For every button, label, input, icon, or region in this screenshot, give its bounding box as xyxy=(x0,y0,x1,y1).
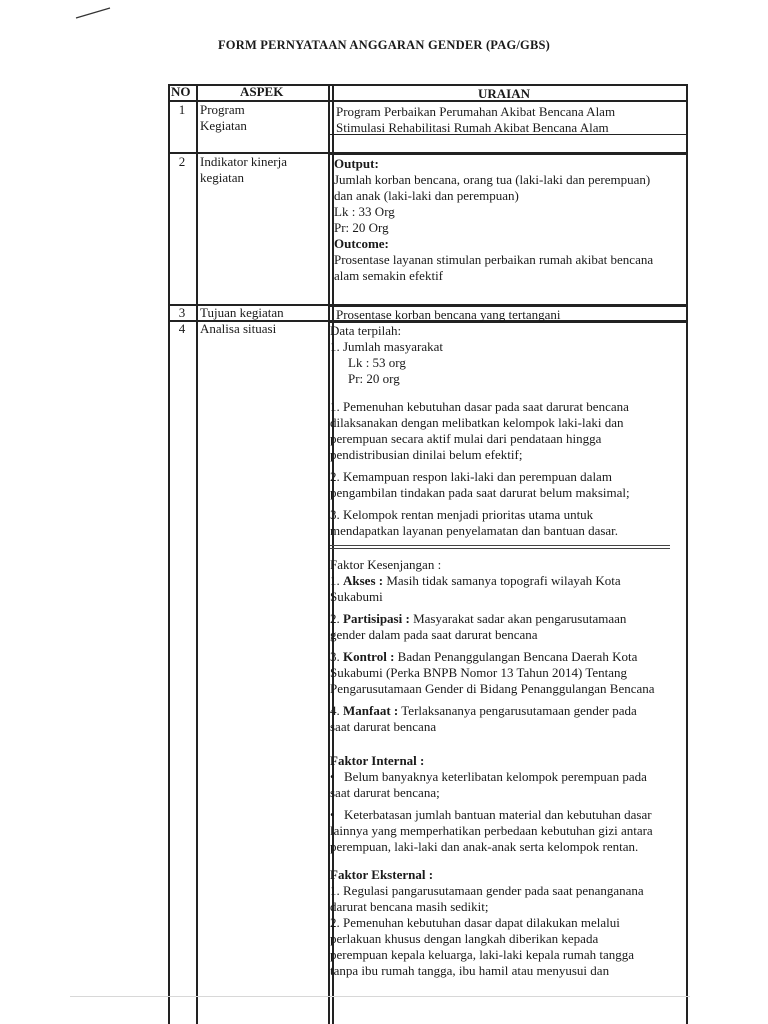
kesenjangan-akses: 1. Akses : Masih tidak samanya topografi wilayah Kota Sukabumi xyxy=(330,573,621,604)
form-title: FORM PERNYATAAN ANGGARAN GENDER (PAG/GBS) xyxy=(217,38,551,52)
row-1-aspek: Program Kegiatan xyxy=(200,102,247,133)
bullet-icon: • xyxy=(330,807,335,822)
output-label: Output: xyxy=(334,156,379,171)
section-divider xyxy=(330,545,670,549)
header-no: NO xyxy=(171,84,191,99)
row-3-aspek: Tujuan kegiatan xyxy=(200,305,284,320)
row-3-no: 3 xyxy=(178,305,186,320)
row-2-aspek: Indikator kinerja kegiatan xyxy=(200,154,287,185)
row-2-uraian: Output: Jumlah korban bencana, orang tua (laki-laki dan perempuan) dan anak (laki-laki dan perempuan) Lk : 33 Org Pr: 20 Org Outcome: Prosentase layanan stimulan perbaikan rumah akibat bencana alam semakin efektif xyxy=(334,156,684,284)
internal-item-2: • Keterbatasan jumlah bantuan material dan kebutuhan dasar lainnya yang memperhatikan perbedaan kebutuhan gizi antara perempuan, laki-laki dan anak-anak serta kelompok rentan. xyxy=(330,807,653,854)
data-terpilah-label: Data terpilah: xyxy=(330,323,402,338)
row-1-uraian: Program Perbaikan Perumahan Akibat Bencana Alam Stimulasi Rehabilitasi Rumah Akibat Bencana Alam xyxy=(336,104,616,135)
situasi-point-1: 1. Pemenuhan kebutuhan dasar pada saat darurat bencana dilaksanakan dengan melibatkan kelompok laki-laki dan perempuan secara aktif mulai dari pendataan hingga pendistribusian dinilai belum efektif; xyxy=(330,399,629,462)
row-4-no: 4 xyxy=(178,321,186,336)
row-3-uraian: Prosentase korban bencana yang tertangani xyxy=(336,307,561,322)
kesenjangan-partisipasi: 2. Partisipasi : Masyarakat sadar akan pengarusutamaan gender dalam pada saat darurat bencana xyxy=(330,611,627,642)
situasi-point-3: 3. Kelompok rentan menjadi prioritas utama untuk mendapatkan layanan penyelamatan dan bantuan dasar. xyxy=(330,507,619,538)
bullet-icon: • xyxy=(330,769,335,784)
row-2-no: 2 xyxy=(178,154,186,169)
row-4-aspek: Analisa situasi xyxy=(200,321,277,336)
faktor-internal-label: Faktor Internal : xyxy=(330,753,425,768)
form-table xyxy=(168,84,688,1024)
faktor-kesenjangan-label: Faktor Kesenjangan : xyxy=(330,557,442,572)
faktor-eksternal-label: Faktor Eksternal : xyxy=(330,867,434,882)
eksternal-item-1: 1. Regulasi pangarusutamaan gender pada saat penanganana darurat bencana masih sedikit; xyxy=(330,883,644,914)
kesenjangan-manfaat: 4. Manfaat : Terlaksananya pengarusutamaan gender pada saat darurat bencana xyxy=(330,703,637,734)
header-uraian: URAIAN xyxy=(478,86,530,101)
outcome-label: Outcome: xyxy=(334,236,389,251)
scan-pen-mark xyxy=(74,4,114,24)
situasi-point-2: 2. Kemampuan respon laki-laki dan perempuan dalam pengambilan tindakan pada saat darurat belum maksimal; xyxy=(330,469,630,500)
row-1-no: 1 xyxy=(178,102,186,117)
kesenjangan-kontrol: 3. Kontrol : Badan Penanggulangan Bencana Daerah Kota Sukabumi (Perka BNPB Nomor 13 Tahun 2014) Tentang Pengarusutamaan Gender di Bidang Penanggulangan Bencana xyxy=(330,649,655,696)
header-aspek: ASPEK xyxy=(240,84,284,99)
row-4-uraian: Data terpilah: 1. Jumlah masyarakat Lk : 53 org Pr: 20 org 1. Pemenuhan kebutuhan dasar pada saat darurat bencana dilaksanakan dengan melibatkan kelompok laki-laki dan perempuan secara aktif mulai dari pendataan hingga pendistribusian dinilai belum efektif; 2. Kemampuan respon laki-laki dan perempuan dalam pengambilan tindakan pada saat darurat belum maksimal; 3. Kelompok rentan menjadi prioritas utama untuk mendapatkan layanan penyelamatan dan bantuan dasar. Faktor Kesenjangan : 1. Akses : Masih tidak samanya topografi wilayah Kota Sukabumi 2. Partisipasi : Masyarakat sadar akan pengarusutamaan gender dalam pada saat darurat bencana 3. Kontrol : Badan Penanggulangan Bencana Daerah Kota Sukabumi (Perka BNPB Nomor 13 Tahun 2014) Tentang Pengarusutamaan Gender di Bidang Penanggulangan Bencana 4. Manfaat : Terlaksananya pengarusutamaan gender pada saat darurat bencana Faktor Internal : • Belum banyaknya keterlibatan kelompok perempuan pada saat darurat bencana; • Keterbatasan jumlah bantuan material dan kebutuhan dasar lainnya yang memperhatikan perbedaan kebutuhan gizi antara perempuan, laki-laki dan anak-anak serta kelompok rentan. Faktor Eksternal : 1. Regulasi pangarusutamaan gender pada saat penanganana darurat bencana masih sedikit; 2. Pemenuhan kebutuhan dasar dapat dilakukan melalui perlakuan khusus dengan langkah diberikan kepada perempuan kepala keluarga, laki-laki kepala rumah tangga tanpa ibu rumah tangga, ibu hamil atau menyusui dan xyxy=(330,323,684,979)
eksternal-item-2: 2. Pemenuhan kebutuhan dasar dapat dilakukan melalui perlakuan khusus dengan langkah diberikan kepada perempuan kepala keluarga, laki-laki kepala rumah tangga tanpa ibu rumah tangga, ibu hamil atau menyusui dan xyxy=(330,915,635,978)
internal-item-1: • Belum banyaknya keterlibatan kelompok perempuan pada saat darurat bencana; xyxy=(330,769,647,800)
page-bottom-edge xyxy=(70,996,690,997)
